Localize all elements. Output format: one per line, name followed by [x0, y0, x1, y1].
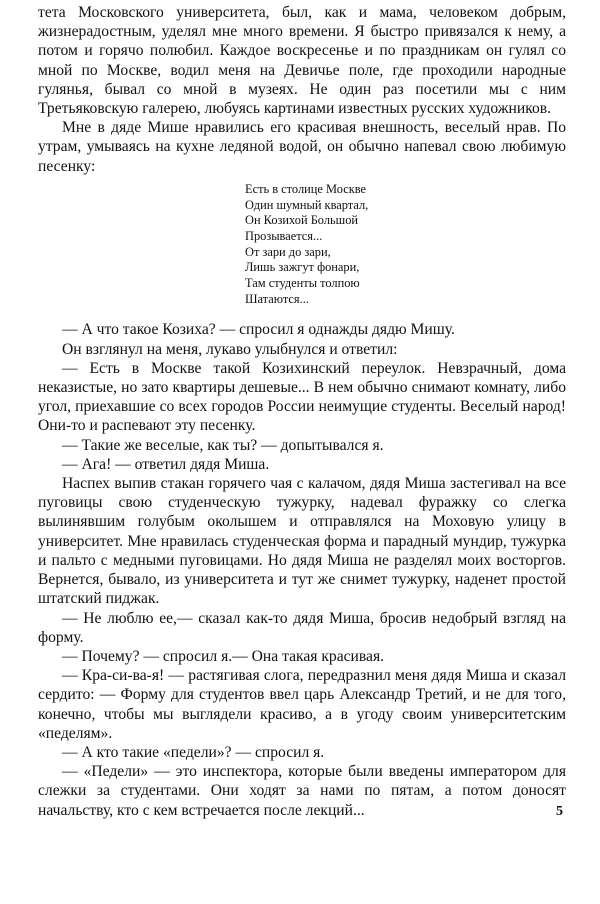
paragraph: — Есть в Москве такой Козихинский переулок. Невзрачный, дома неказистые, но зато квартиры дешевые... В нем обычно снимают комнату, либо угол, приехавшие со всех городов России неимущие студенты. Веселый народ! Они-то и распевают эту песенку.	[38, 359, 566, 435]
verse-line: Шатаются...	[245, 291, 309, 306]
verse-line: Он Козихой Большой	[245, 213, 359, 228]
paragraph: — «Педели» — это инспектора, которые были введены императором для слежки за студентами. Они ходят за нами по пятам, а потом доносят начальству, кто с кем встречается после лекций...	[38, 763, 566, 819]
verse-line: Один шумный квартал,	[245, 197, 369, 212]
song-verse	[245, 182, 566, 308]
paragraph: — А кто такие «педели»? — спросил я.	[62, 743, 325, 761]
verse-line: От зари до зари,	[245, 244, 331, 259]
page-number: 5	[556, 804, 563, 819]
paragraph: Наспех выпив стакан горячего чая с калачом, дядя Миша застегивал на все пуговицы свою студенческую тужурку, надевал фуражку со слегка вылинявшим голубым околышем и отправлялся на Моховую улицу в университет. Мне нравилась студенческая форма и парадный мундир, тужурка и пальто с медными пуговицами. Но дядя Миша не разделял моих восторгов. Вернется, бывало, из университета и тут же снимет тужурку, наденет простой штатский пиджак.	[38, 475, 566, 608]
verse-line: Там студенты толпою	[245, 276, 360, 291]
paragraph: — Кра-си-ва-я! — растягивая слога, передразнил меня дядя Миша и сказал сердито: — Форму для студентов ввел царь Александр Третий, и не для того, конечно, чтобы мы выглядели красиво, а в угоду своим университетским «педелям».	[38, 667, 566, 742]
paragraph: — А что такое Козиха? — спросил я однажды дядю Мишу.	[62, 321, 455, 339]
verse-line: Есть в столице Москве	[245, 181, 367, 196]
paragraph: тета Московского университета, был, как и мама, человеком добрым, жизнерадостным, уделял мне много времени. Я быстро привязался к нему, а потом и горячо полюбил. Каждое воскресенье и по праздникам он гулял со мной по Москве, водил меня на Девичье поле, где проходили народные гулянья, бывал со мной в музеях. Не один раз посетили мы с ним Третьяковскую галерею, любуясь картинами известных русских художников.	[38, 4, 566, 118]
paragraph: — Почему? — спросил я.— Она такая красивая.	[62, 647, 385, 665]
paragraph: — Такие же веселые, как ты? — допытывался я.	[62, 436, 384, 454]
paragraph: Он взглянул на меня, лукаво улыбнулся и ответил:	[62, 340, 398, 358]
verse-line: Прозывается...	[245, 228, 323, 243]
verse-line: Лишь зажгут фонари,	[245, 260, 360, 275]
paragraph: Мне в дяде Мише нравились его красивая внешность, веселый нрав. По утрам, умываясь на кухне ледяной водой, он обычно напевал свою любимую песенку:	[38, 119, 566, 175]
book-page	[38, 3, 566, 820]
paragraph: — Ага! — ответил дядя Миша.	[62, 455, 270, 473]
paragraph: — Не люблю ее,— сказал как-то дядя Миша, бросив недобрый взгляд на форму.	[38, 609, 566, 646]
